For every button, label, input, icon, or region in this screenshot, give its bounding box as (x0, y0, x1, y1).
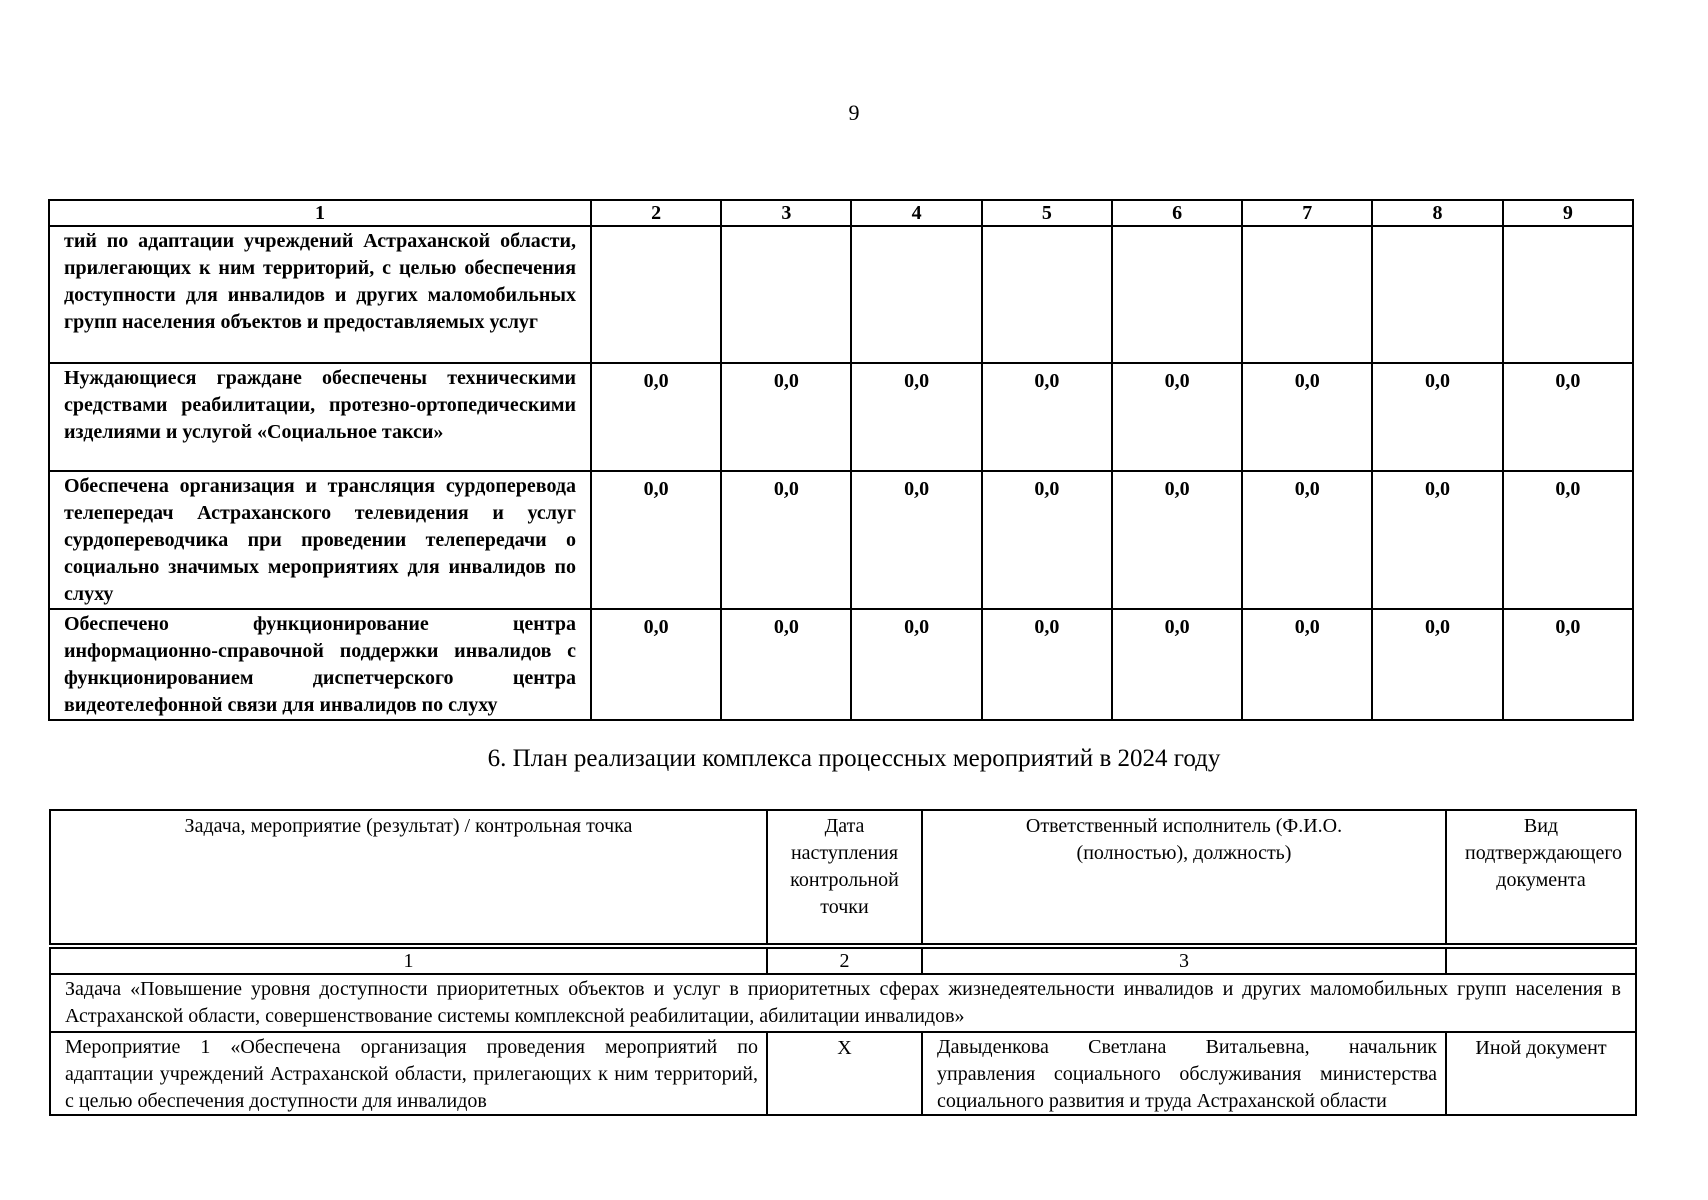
value-cell (591, 226, 721, 363)
table-header-row (49, 200, 1633, 226)
value-cell: 0,0 (851, 471, 981, 609)
value-cell: 0,0 (1372, 363, 1502, 471)
value-cell (721, 226, 851, 363)
value-cell: 0,0 (1372, 471, 1502, 609)
value-cell: 0,0 (1242, 363, 1372, 471)
column-number-row (50, 948, 1636, 974)
value-cell: 0,0 (1112, 363, 1242, 471)
header-responsible-label: Ответственный исполнитель (Ф.И.О. (полностью), должность) (1025, 815, 1343, 864)
table-row (49, 471, 1633, 609)
header-document (1446, 810, 1636, 944)
column-number: 3 (721, 200, 851, 226)
measure-row (50, 1032, 1636, 1115)
value-cell: 0,0 (982, 471, 1112, 609)
plan-table (49, 809, 1637, 1116)
header-date-label: Дата наступления контрольной точки (790, 815, 899, 918)
row-description: Нуждающиеся граждане обеспечены техническими средствами реабилитации, протезно-ортопедическими изделиями и услугой «Социальное такси» (49, 363, 591, 471)
responsible-text: Давыденкова Светлана Витальевна, начальник управления социального обслуживания министерства социального развития и труда Астраханской области (937, 1036, 1437, 1112)
value-cell: 0,0 (721, 471, 851, 609)
value-cell (1372, 226, 1502, 363)
value-cell (1503, 226, 1633, 363)
column-number: 8 (1372, 200, 1502, 226)
table-row (49, 609, 1633, 720)
value-cell: 0,0 (1242, 609, 1372, 720)
value-cell: 0,0 (982, 363, 1112, 471)
column-number: 1 (49, 200, 591, 226)
column-number: 7 (1242, 200, 1372, 226)
value-cell: 0,0 (721, 609, 851, 720)
value-cell: 0,0 (851, 609, 981, 720)
column-number: 9 (1503, 200, 1633, 226)
table-row (49, 363, 1633, 471)
header-task: Задача, мероприятие (результат) / контрольная точка (50, 810, 767, 944)
value-cell: 0,0 (1503, 471, 1633, 609)
row-description: тий по адаптации учреждений Астраханской области, прилегающих к ним территорий, с целью обеспечения доступности для инвалидов и других маломобильных групп населения объектов и предоставляемых услуг (49, 226, 591, 363)
value-cell: 0,0 (1372, 609, 1502, 720)
value-cell: 0,0 (591, 363, 721, 471)
row-description: Обеспечено функционирование центра информационно-справочной поддержки инвалидов с функционированием диспетчерского центра видеотелефонной связи для инвалидов по слуху (49, 609, 591, 720)
value-cell: 0,0 (1503, 363, 1633, 471)
task-description: Задача «Повышение уровня доступности приоритетных объектов и услуг в приоритетных сферах жизнедеятельности инвалидов и других маломобильных групп населения в Астраханской области, совершенствование системы комплексной реабилитации, абилитации инвалидов» (50, 974, 1636, 1032)
section-title: 6. План реализации комплекса процессных мероприятий в 2024 году (487, 745, 1221, 772)
value-cell: 0,0 (721, 363, 851, 471)
budget-table (48, 199, 1634, 721)
value-cell: 0,0 (1242, 471, 1372, 609)
value-cell: 0,0 (1112, 471, 1242, 609)
value-cell (1112, 226, 1242, 363)
row-description: Обеспечена организация и трансляция сурдоперевода телепередач Астраханского телевидения и услуг сурдопереводчика при проведении телепередачи о социально значимых мероприятиях для инвалидов по слуху (49, 471, 591, 609)
header-document-label: Вид подтверждающего документа (1465, 815, 1623, 891)
column-number: 5 (982, 200, 1112, 226)
value-cell: 0,0 (1503, 609, 1633, 720)
table-row (49, 226, 1633, 363)
measure-text: Мероприятие 1 «Обеспечена организация проведения мероприятий по адаптации учреждений Астраханской области, прилегающих к ним территорий, с целью обеспечения доступности для инвалидов (65, 1036, 758, 1112)
header-date (767, 810, 922, 944)
task-row (50, 974, 1636, 1032)
column-number (1446, 948, 1636, 974)
measure-responsible (922, 1032, 1446, 1115)
column-number: 3 (922, 948, 1446, 974)
column-number: 1 (50, 948, 767, 974)
header-responsible (922, 810, 1446, 944)
value-cell (851, 226, 981, 363)
measure-description (50, 1032, 767, 1115)
column-number: 2 (591, 200, 721, 226)
value-cell: 0,0 (851, 363, 981, 471)
value-cell: 0,0 (591, 609, 721, 720)
measure-document: Иной документ (1446, 1032, 1636, 1115)
value-cell: 0,0 (591, 471, 721, 609)
page-number: 9 (848, 100, 860, 125)
value-cell (982, 226, 1112, 363)
value-cell: 0,0 (1112, 609, 1242, 720)
column-number: 4 (851, 200, 981, 226)
column-number: 2 (767, 948, 922, 974)
value-cell (1242, 226, 1372, 363)
value-cell: 0,0 (982, 609, 1112, 720)
measure-date: X (767, 1032, 922, 1115)
column-number: 6 (1112, 200, 1242, 226)
table-header-row (50, 810, 1636, 944)
